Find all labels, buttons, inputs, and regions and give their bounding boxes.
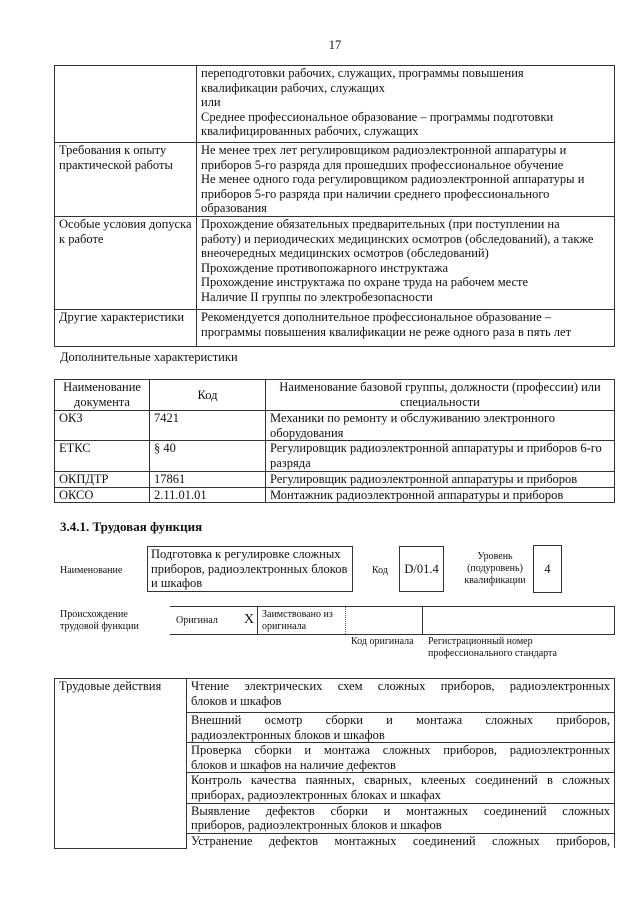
row-line: Наличие II группы по электробезопасности <box>201 289 433 304</box>
row-label: Другие характеристики <box>55 309 197 346</box>
row-line: Не менее трех лет регулировщиком радиоэлектронной аппаратуры и <box>201 143 567 157</box>
cell: § 40 <box>150 441 266 472</box>
action-line: Проверка сборки и монтажа сложных приборов, радиоэлектронных <box>191 743 610 758</box>
code-label: Код <box>372 565 388 576</box>
row-line: Прохождение обязательных предварительных (при поступлении на <box>201 216 560 231</box>
action-item <box>187 713 615 743</box>
action-line: Контроль качества паянных, сварных, клееных соединений в сложных <box>191 773 610 788</box>
labor-actions-table <box>54 678 615 849</box>
row-content <box>197 66 615 143</box>
borrowed-label: Заимствовано из оригинала <box>262 609 333 632</box>
row-line: Среднее профессиональное образование – программы подготовки <box>201 109 554 124</box>
action-line: блоков и шкафов <box>191 693 282 708</box>
row-line: или <box>201 95 221 110</box>
cell: Механики по ремонту и обслуживанию электронного оборудования <box>266 411 615 441</box>
row-line: приборов 5-го разряда для прошедших профессиональное обучение <box>201 157 564 172</box>
page-number: 17 <box>328 38 342 52</box>
cell: ОКЗ <box>55 411 150 441</box>
origin-row <box>170 606 615 635</box>
header-code: Код <box>150 380 266 411</box>
cell: ОКСО <box>55 487 150 503</box>
actions-label: Трудовые действия <box>55 679 187 849</box>
additional-table <box>54 379 615 503</box>
action-item <box>187 679 615 713</box>
origin-label: Происхождение трудовой функции <box>60 609 139 632</box>
table-row <box>55 679 615 713</box>
table-row <box>55 216 615 309</box>
header-name: Наименование базовой группы, должности (профессии) или специальности <box>266 380 615 411</box>
cell: Монтажник радиоэлектронной аппаратуры и приборов <box>266 487 615 503</box>
row-label <box>55 66 197 143</box>
section-heading: 3.4.1. Трудовая функция <box>60 519 203 534</box>
table-row <box>55 441 615 472</box>
action-line: Внешний осмотр сборки и монтажа сложных приборов, <box>191 713 610 727</box>
cell: 2.11.01.01 <box>150 487 266 503</box>
table-row <box>55 309 615 346</box>
row-content <box>197 216 615 309</box>
table-header <box>55 380 615 411</box>
action-line: радиоэлектронных блоков и шкафов <box>191 727 385 742</box>
original-label: Оригинал <box>176 615 218 626</box>
row-line: Прохождение противопожарного инструктажа <box>201 260 449 275</box>
row-line: Рекомендуется дополнительное профессиональное образование – <box>201 309 552 324</box>
row-line: переподготовки рабочих, служащих, программы повышения <box>201 66 524 80</box>
table-row <box>55 487 615 503</box>
row-content <box>197 143 615 217</box>
action-item <box>187 773 615 803</box>
cell: 17861 <box>150 472 266 488</box>
action-line: Выявление дефектов сборки и монтажных соединений сложных <box>191 803 610 818</box>
header-doc: Наименование документа <box>55 380 150 411</box>
cell: ЕТКС <box>55 441 150 472</box>
row-label: Требования к опыту практической работы <box>55 143 197 217</box>
row-label: Особые условия допуска к работе <box>55 216 197 309</box>
action-line: Устранение дефектов монтажных соединений сложных приборов, <box>191 833 610 848</box>
level-field: 4 <box>533 545 562 593</box>
row-line: Не менее одного года регулировщиком радиоэлектронной аппаратуры и <box>201 172 585 187</box>
row-line: работу) и периодических медицинских осмотров (обследований), а также <box>201 231 594 246</box>
row-line: квалификации рабочих, служащих <box>201 80 385 95</box>
cell: 7421 <box>150 411 266 441</box>
table-row <box>55 143 615 217</box>
row-line: приборов 5-го разряда при наличии среднего профессионального <box>201 186 550 201</box>
cell: Регулировщик радиоэлектронной аппаратуры и приборов 6-го разряда <box>266 441 615 472</box>
table-row <box>55 472 615 488</box>
action-item <box>187 803 615 833</box>
requirements-table <box>54 65 615 347</box>
action-line: Чтение электрических схем сложных приборов, радиоэлектронных <box>191 679 610 693</box>
action-line: приборах, радиоэлектронных блоках и шкафах <box>191 787 441 802</box>
function-name-field: Подготовка к регулировке сложных приборов, радиоэлектронных блоков и шкафов <box>147 546 353 592</box>
table-row <box>55 66 615 143</box>
divider <box>257 607 258 634</box>
code-field: D/01.4 <box>399 546 444 592</box>
cell: ОКПДТР <box>55 472 150 488</box>
row-line: Прохождение инструктажа по охране труда на рабочем месте <box>201 275 529 290</box>
original-mark: X <box>244 612 255 627</box>
original-code-caption: Код оригинала <box>351 636 414 647</box>
table-row <box>55 411 615 441</box>
row-line: образования <box>201 201 267 216</box>
row-line: программы повышения квалификации не реже одного раза в пять лет <box>201 324 572 339</box>
row-line: внеочередных медицинских осмотров (обследований) <box>201 246 489 261</box>
cell: Регулировщик радиоэлектронной аппаратуры и приборов <box>266 472 615 488</box>
row-content <box>197 309 615 346</box>
action-line: приборов, радиоэлектронных блоков и шкафов <box>191 818 442 833</box>
name-label: Наименование <box>60 565 123 576</box>
additional-title: Дополнительные характеристики <box>60 350 238 364</box>
row-line: квалифицированных рабочих, служащих <box>201 124 419 139</box>
divider <box>422 607 423 634</box>
action-line: блоков и шкафов на наличие дефектов <box>191 757 396 772</box>
divider <box>345 607 346 634</box>
reg-number-caption: Регистрационный номер профессионального стандарта <box>428 636 557 659</box>
action-item <box>187 833 615 848</box>
action-item <box>187 743 615 773</box>
level-label: Уровень (подуровень) квалификации <box>464 551 526 586</box>
